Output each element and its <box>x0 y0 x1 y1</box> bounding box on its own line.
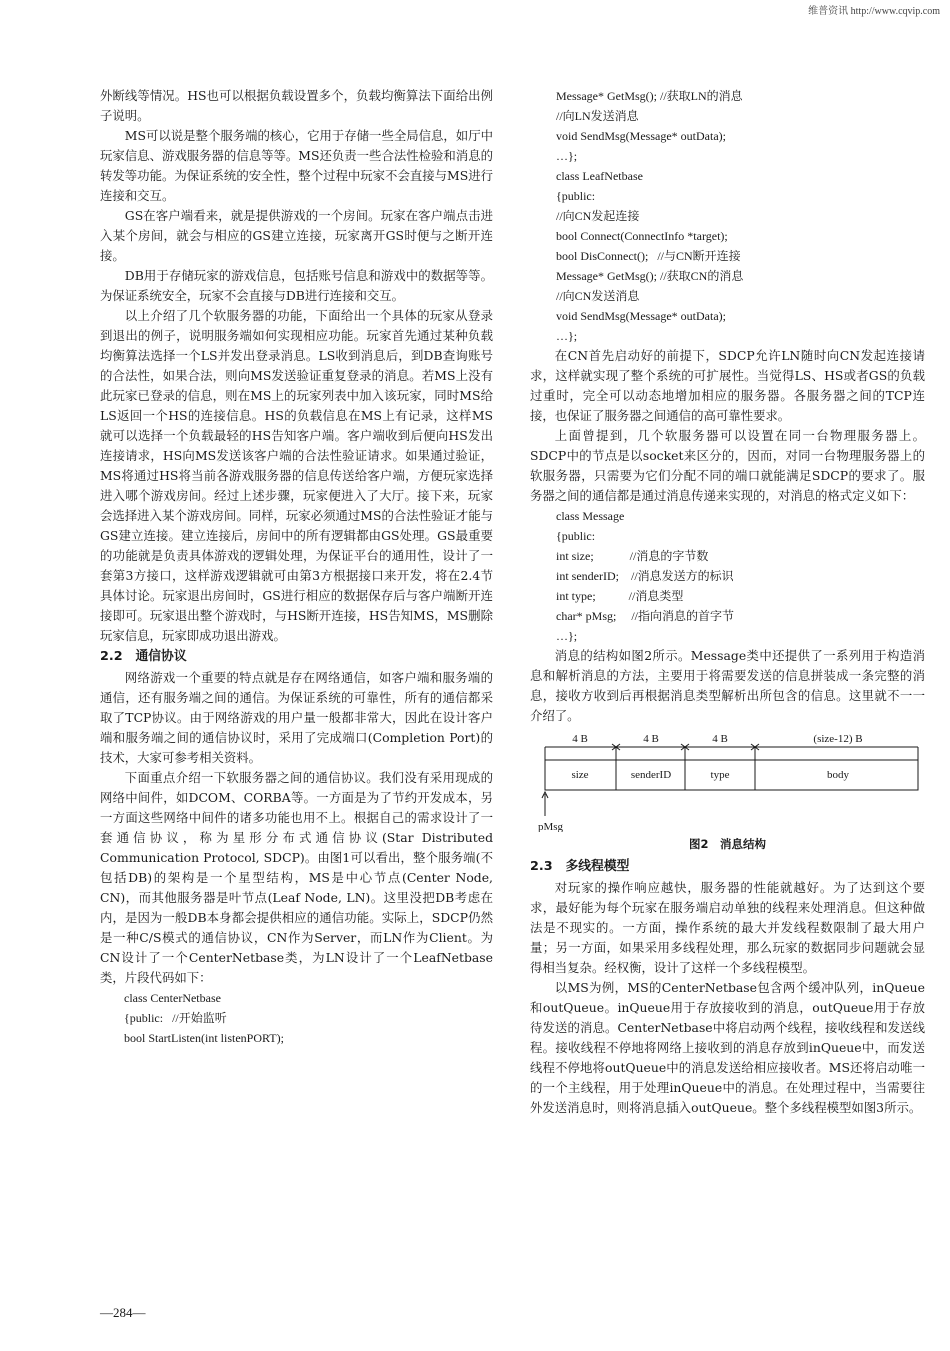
code-line: void SendMsg(Message* outData); <box>556 309 726 323</box>
code-line: class Message <box>556 509 625 523</box>
code-line: Message* GetMsg(); //获取LN的消息 <box>556 89 743 103</box>
watermark: 维普资讯 http://www.cqvip.com <box>808 6 940 17</box>
paragraph: GS在客户端看来，就是提供游戏的一个房间。玩家在客户端点击进入某个房间，就会与相应的GS建立连接，玩家离开GS时便与之断开连接。 <box>100 208 493 263</box>
width-label-senderid: 4 B <box>643 733 659 745</box>
width-label-size: 4 B <box>572 733 588 745</box>
figure-2-message-structure <box>530 732 925 851</box>
code-line: …}; <box>556 149 578 163</box>
width-label-body: (size-12) B <box>813 733 863 745</box>
paragraph: MS可以说是整个服务端的核心，它用于存储一些全局信息，如厅中玩家信息、游戏服务器的信息等等。MS还负责一些合法性检验和消息的转发等功能。为保证系统的安全性，整个过程中玩家不会直接与MS进行连接和交互。 <box>100 128 493 203</box>
code-line: int type; //消息类型 <box>556 589 684 603</box>
width-label-type: 4 B <box>712 733 728 745</box>
field-body: body <box>827 769 849 781</box>
code-line: //向CN发送消息 <box>556 289 640 303</box>
paragraph: 以MS为例，MS的CenterNetbase包含两个缓冲队列，inQueue和outQueue。inQueue用于存放接收到的消息，outQueue用于存放待发送的消息。CenterNetbase中将启动两个线程，接收线程和发送线程。接收线程不停地将网络上接收到的消息存放到inQueue中，而发送线程不停地将outQueue中的消息发送给相应接收者。MS还将启动唯一的一个主线程，用于处理inQueue中的消息。在处理过程中，当需要往外发送消息时，则将消息插入outQueue。整个多线程模型如图3所示。 <box>530 980 925 1115</box>
code-line: {public: <box>556 189 596 203</box>
code-line: …}; <box>556 329 578 343</box>
paragraph: 下面重点介绍一下软服务器之间的通信协议。我们没有采用现成的网络中间件，如DCOM、CORBA等。一方面是为了节约开发成本，另一方面这些网络中间件的诸多功能也用不上。根据自己的需求设计了一套通信协议，称为星形分布式通信协议(Star Distributed Communication Protocol, SDCP)。由图1可以看出，整个服务端(不包括DB)的架构是一个星型结构，MS是中心节点(Center Node, CN)，而其他服务器是叶节点(Leaf Node, LN)。这里没把DB考虑在内，是因为一般DB本身都会提供相应的通信功能。实际上，SDCP仍然是一种C/S模式的通信协议，CN作为Server，而LN作为Client。为CN设计了一个CenterNetbase类，为LN设计了一个LeafNetbase类，片段代码如下： <box>100 770 493 985</box>
code-line: char* pMsg; //指向消息的首字节 <box>556 609 734 623</box>
section-heading-2-2: 2.2 通信协议 <box>100 649 187 664</box>
left-column <box>100 86 493 1048</box>
code-line: class CenterNetbase <box>124 991 221 1005</box>
code-line: class LeafNetbase <box>556 169 643 183</box>
code-line: …}; <box>556 629 578 643</box>
paragraph: 消息的结构如图2所示。Message类中还提供了一系列用于构造消息和解析消息的方法，主要用于将需要发送的信息拼装成一条完整的消息，接收方收到后再根据消息类型解析出所包含的信息。这里就不一一介绍了。 <box>530 648 925 723</box>
pointer-label-pmsg: pMsg <box>538 821 564 832</box>
code-line: Message* GetMsg(); //获取CN的消息 <box>556 269 744 283</box>
message-box <box>545 760 918 790</box>
code-line: //向LN发送消息 <box>556 109 639 123</box>
code-line: {public: //开始监听 <box>124 1011 227 1025</box>
code-line: int size; //消息的字节数 <box>556 549 709 563</box>
page-number: —284— <box>100 1305 146 1320</box>
code-line: void SendMsg(Message* outData); <box>556 129 726 143</box>
paragraph: DB用于存储玩家的游戏信息，包括账号信息和游戏中的数据等等。为保证系统安全，玩家不会直接与DB进行连接和交互。 <box>100 268 493 303</box>
code-line: bool DisConnect(); //与CN断开连接 <box>556 249 741 263</box>
paragraph: 对玩家的操作响应越快，服务器的性能就越好。为了达到这个要求，最好能为每个玩家在服务端启动单独的线程来处理消息。但这种做法是不现实的。一方面，操作系统的最大并发线程数限制了最大用户量；另一方面，如果采用多线程处理，那么玩家的数据同步问题就会显得相当复杂。经权衡，设计了这样一个多线程模型。 <box>530 880 925 975</box>
code-line: bool StartListen(int listenPORT); <box>124 1031 284 1045</box>
paragraph: 在CN首先启动好的前提下，SDCP允许LN随时向CN发起连接请求，这样就实现了整个系统的可扩展性。当觉得LS、HS或者GS的负载过重时，完全可以动态地增加相应的服务器。各服务器之间的TCP连接，也保证了服务器之间通信的高可靠性要求。 <box>530 348 925 423</box>
paragraph: 网络游戏一个重要的特点就是存在网络通信，如客户端和服务端的通信，还有服务端之间的通信。为保证系统的可靠性，所有的通信都采取了TCP协议。由于网络游戏的用户量一般都非常大，因此在设计客户端和服务端之间的通信协议时，采用了完成端口(Completion Port)的技术，大家可参考相关资料。 <box>100 670 493 765</box>
code-line: //向CN发起连接 <box>556 209 640 223</box>
field-type: type <box>710 769 730 781</box>
code-line: {public: <box>556 529 596 543</box>
code-line: bool Connect(ConnectInfo *target); <box>556 229 728 243</box>
field-senderid: senderID <box>630 769 672 781</box>
section-heading-2-3: 2.3 多线程模型 <box>530 859 630 874</box>
field-size: size <box>571 769 589 781</box>
code-line: int senderID; //消息发送方的标识 <box>556 569 734 583</box>
paragraph: 外断线等情况。HS也可以根据负载设置多个，负载均衡算法下面给出例子说明。 <box>100 88 493 123</box>
figure-caption: 图2 消息结构 <box>688 837 766 851</box>
paragraph: 上面曾提到，几个软服务器可以设置在同一台物理服务器上。SDCP中的节点是以socket来区分的，因而，对同一台物理服务器上的软服务器，只需要为它们分配不同的端口就能满足SDCP的要求了。服务器之间的通信都是通过消息传递来实现的，对消息的格式定义如下： <box>530 428 925 503</box>
paragraph: 以上介绍了几个软服务器的功能，下面给出一个具体的玩家从登录到退出的例子，说明服务端如何实现相应功能。玩家首先通过某种负载均衡算法选择一个LS并发出登录消息。LS收到消息后，到DB查询账号的合法性，如果合法，则向MS发送验证重复登录的消息。若MS上没有此玩家已登录的信息，则在MS上的玩家列表中加入该玩家，同时MS给LS返回一个HS的连接信息。HS的负载信息在MS上有记录，这样MS就可以选择一个负载最轻的HS告知客户端。客户端收到后便向HS发出连接请求，HS向MS发送该客户端的合法性验证请求。如果通过验证，MS将通过HS将当前各游戏服务器的信息传送给客户端，方便玩家选择进入哪个游戏房间。经过上述步骤，玩家便进入了大厅。接下来，玩家会选择进入某个游戏房间。同样，玩家必须通过MS的合法性验证才能与GS建立连接。建立连接后，房间中的所有逻辑都由GS处理。GS最重要的功能就是负责具体游戏的逻辑处理，为保证平台的通用性，设计了一套第3方接口，这样游戏逻辑就可由第3方根据接口来开发，将在2.4节具体讨论。玩家退出房间时，GS进行相应的数据保存后与客户端断开连接即可。玩家退出整个游戏时，与HS断开连接，HS告知MS，MS删除玩家信息，玩家即成功退出游戏。 <box>100 308 493 643</box>
message-structure-diagram <box>530 732 925 832</box>
right-column <box>530 86 925 1118</box>
